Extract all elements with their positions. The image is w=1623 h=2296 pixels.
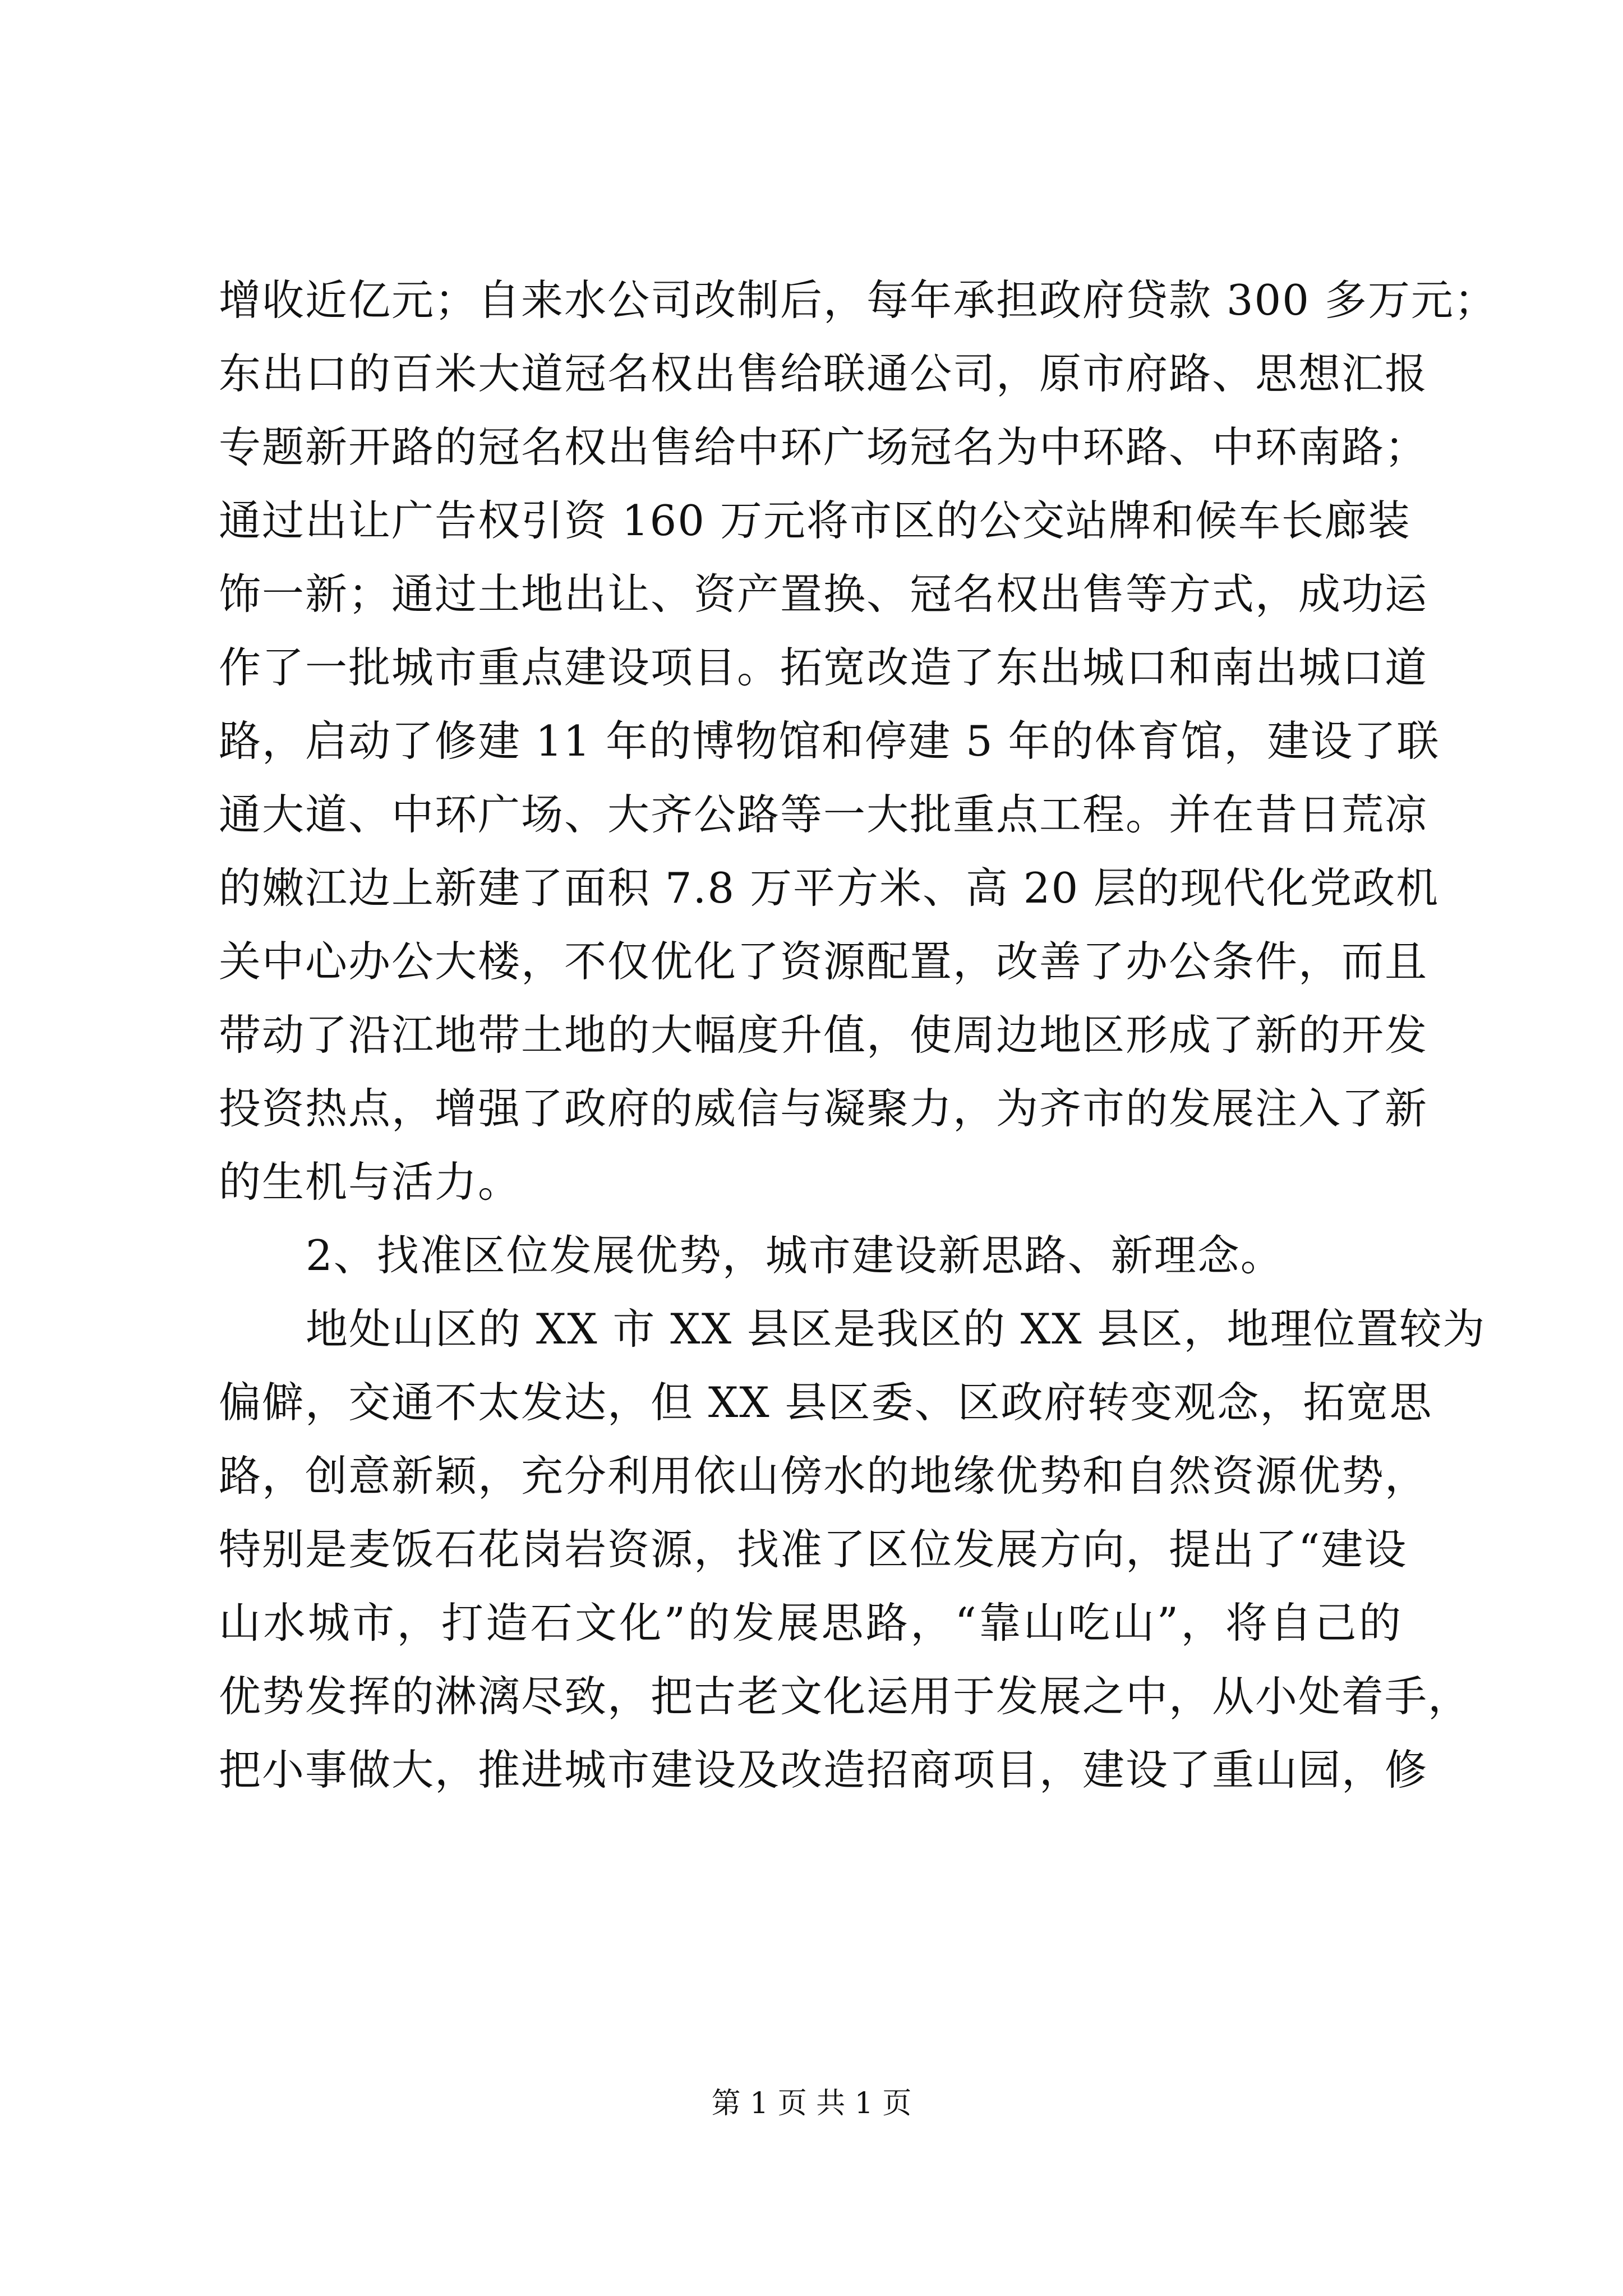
text-line: 专题新开路的冠名权出售给中环广场冠名为中环路、中环南路； [219, 422, 1428, 472]
text-line: 通大道、中环广场、大齐公路等一大批重点工程。并在昔日荒凉 [219, 790, 1428, 839]
page-number-footer: 第 1 页 共 1 页 [711, 2087, 912, 2120]
text-line: 特别是麦饭石花岗岩资源，找准了区位发展方向，提出了“建设 [219, 1525, 1408, 1574]
text-line: 通过出让广告权引资 160 万元将市区的公交站牌和候车长廊装 [219, 496, 1411, 545]
text-line: 的生机与活力。 [219, 1157, 522, 1207]
text-line: 地处山区的 XX 市 XX 县区是我区的 XX 县区，地理位置较为 [306, 1304, 1486, 1354]
text-line: 带动了沿江地带土地的大幅度升值，使周边地区形成了新的开发 [219, 1010, 1428, 1060]
text-line: 把小事做大，推进城市建设及改造招商项目，建设了重山园，修 [219, 1745, 1428, 1795]
text-line: 饰一新；通过土地出让、资产置换、冠名权出售等方式，成功运 [219, 569, 1428, 619]
text-line: 投资热点，增强了政府的威信与凝聚力，为齐市的发展注入了新 [219, 1084, 1428, 1133]
text-line: 路，创意新颖，充分利用依山傍水的地缘优势和自然资源优势， [219, 1451, 1428, 1501]
section-heading: 2、找准区位发展优势，城市建设新思路、新理念。 [306, 1231, 1284, 1280]
text-line: 偏僻，交通不太发达，但 XX 县区委、区政府转变观念，拓宽思 [219, 1378, 1433, 1427]
text-line: 山水城市，打造石文化”的发展思路，“靠山吃山”，将自己的 [219, 1598, 1402, 1648]
text-line: 优势发挥的淋漓尽致，把古老文化运用于发展之中，从小处着手， [219, 1672, 1472, 1721]
text-line: 增收近亿元；自来水公司改制后，每年承担政府贷款 300 多万元； [219, 275, 1497, 325]
text-line: 的嫩江边上新建了面积 7.8 万平方米、高 20 层的现代化党政机 [219, 863, 1440, 913]
text-line: 东出口的百米大道冠名权出售给联通公司，原市府路、思想汇报 [219, 349, 1428, 398]
text-line: 关中心办公大楼，不仅优化了资源配置，改善了办公条件，而且 [219, 937, 1428, 986]
text-line: 路，启动了修建 11 年的博物馆和停建 5 年的体育馆，建设了联 [219, 716, 1440, 766]
text-line: 作了一批城市重点建设项目。拓宽改造了东出城口和南出城口道 [219, 643, 1428, 692]
